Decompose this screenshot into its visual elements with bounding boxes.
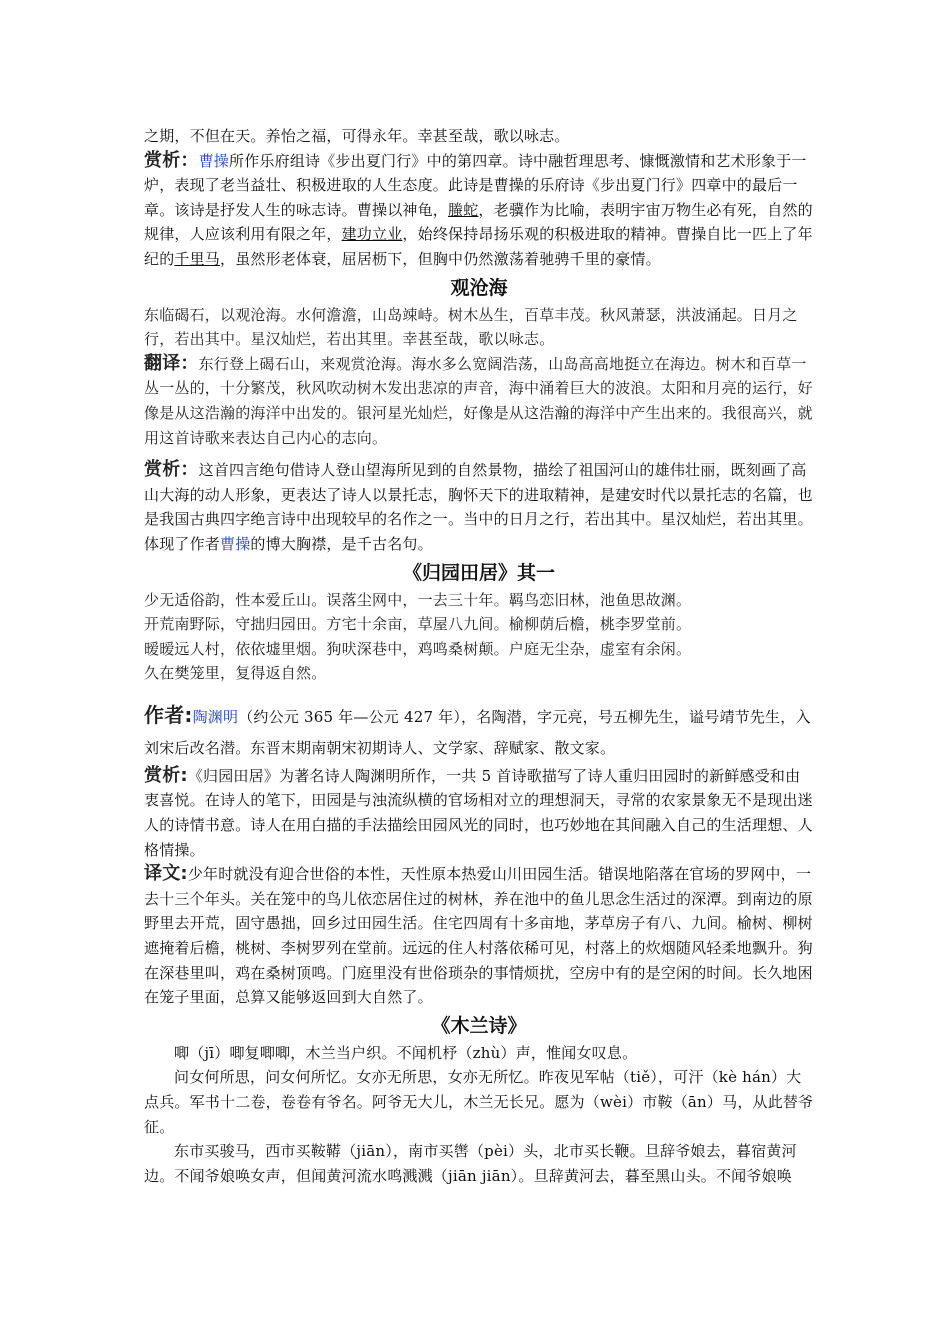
poem-paragraph: 东市买骏马，西市买鞍鞯（jiān），南市买辔（pèi）头，北市买长鞭。旦辞爷娘去，暮宿黄河边。不闻爷娘唤女声，但闻黄河流水鸣溅溅（jiān jiān）。旦辞黄河去，暮至黑山头。不闻爷娘唤 (144, 1142, 797, 1185)
author-paragraph: 作者:陶渊明（约公元 365 年—公元 427 年），名陶潜，字元亮，号五柳先生，谥号靖节先生，入刘宋后改名潜。东晋末期南朝宋初期诗人、文学家、辞赋家、散文家。 (144, 702, 811, 757)
appreciation-label: 赏析： (144, 459, 199, 481)
section-title-guan-cang-hai: 观沧海 (450, 276, 508, 299)
poem-line: 暧暧远人村，依依墟里烟。狗吠深巷中，鸡鸣桑树颠。户庭无尘杂，虚室有余闲。 (144, 639, 692, 658)
poem-line: 久在樊笼里，复得返自然。 (144, 664, 327, 683)
translation-label: 翻译： (144, 352, 199, 374)
poem-line: 少无适俗韵，性本爱丘山。误落尘网中，一去三十年。羁鸟恋旧林，池鱼思故渊。 (144, 590, 692, 609)
underlined-term: 千里马 (174, 249, 221, 268)
author-label: 作者: (144, 702, 193, 727)
appreciation-label: 赏析: (144, 764, 188, 786)
translation-paragraph-1: 翻译：东行登上碣石山，来观赏沧海。海水多么宽阔浩荡，山岛高高地挺立在海边。树木和百草一丛一丛的，十分繁茂，秋风吹动树木发出悲凉的声音，海中涌着巨大的波浪。太阳和月亮的运行，好像是从这浩瀚的海洋中出发的。银河星光灿烂，好像是从这浩瀚的海洋中产生出来的。我很高兴，就用这首诗歌来表达自己内心的志向。 (144, 352, 813, 447)
poem-guan-cang-hai: 东临碣石，以观沧海。水何澹澹，山岛竦峙。树木丛生，百草丰茂。秋风萧瑟，洪波涌起。日月之行，若出其中。星汉灿烂，若出其里。幸甚至哉，歌以咏志。 (144, 305, 798, 349)
appreciation-paragraph-2: 赏析：这首四言绝句借诗人登山望海所见到的自然景物，描绘了祖国河山的雄伟壮丽，既刻画了高山大海的动人形象，更表达了诗人以景托志，胸怀天下的进取精神，是建安时代以景托志的名篇，也是我国古典四字绝言诗中出现较早的名作之一。当中的日月之行，若出其中。星汉灿烂，若出其里。体现了作者曹操的博大胸襟，是千古名句。 (144, 459, 813, 553)
poem-paragraph: 唧（jī）唧复唧唧，木兰当户织。不闻机杼（zhù）声，惟闻女叹息。 (174, 1043, 638, 1062)
underlined-term: 螣蛇 (448, 200, 479, 219)
author-link-cao-cao[interactable]: 曹操 (220, 534, 251, 553)
poem-tail-line: 之期，不但在天。养怡之福，可得永年。幸甚至哉，歌以咏志。 (144, 127, 570, 145)
section-title-mulan-shi: 《木兰诗》 (431, 1014, 527, 1037)
poem-line: 开荒南野际，守拙归园田。方宅十余亩，草屋八九间。榆柳荫后檐，桃李罗堂前。 (144, 615, 692, 634)
translation-label: 译文: (144, 863, 188, 885)
author-link-cao-cao[interactable]: 曹操 (198, 151, 230, 170)
appreciation-label: 赏析： (144, 149, 199, 171)
poem-paragraph: 问女何所思，问女何所忆。女亦无所思，女亦无所忆。昨夜见军帖（tiě），可汗（kè hán）大点兵。军书十二卷，卷卷有爷名。阿爷无大儿，木兰无长兄。愿为（wèi）市鞍（ān）马，从此替爷征。 (144, 1068, 814, 1136)
document-page (144, 124, 814, 1188)
section-title-gui-yuan-tian-ju: 《归园田居》其一 (402, 561, 555, 584)
author-link-tao-yuanming[interactable]: 陶渊明 (192, 707, 239, 726)
underlined-term: 建功立业 (341, 225, 403, 244)
appreciation-paragraph-1: 赏析：曹操所作乐府组诗《步出夏门行》中的第四章。诗中融哲理思考、慷慨激情和艺术形象于一炉，表现了老当益壮、积极进取的人生态度。此诗是曹操的乐府诗《步出夏门行》四章中的最后一章。该诗是抒发人生的咏志诗。曹操以神龟，螣蛇，老骥作为比喻，表明宇宙万物生必有死，自然的规律，人应该利用有限之年，建功立业，始终保持昂扬乐观的积极进取的精神。曹操自比一匹上了年纪的千里马，虽然形老体衰，屈居枥下，但胸中仍然激荡着驰骋千里的豪情。 (144, 149, 813, 268)
appreciation-paragraph-3: 赏析:《归园田居》为著名诗人陶渊明所作，一共 5 首诗歌描写了诗人重归田园时的新鲜感受和由衷喜悦。在诗人的笔下，田园是与浊流纵横的官场相对立的理想洞天，寻常的农家景象无不是现出迷人的诗情书意。诗人在用白描的手法描绘田园风光的同时，也巧妙地在其间融入自己的生活理想、人格情操。 (144, 764, 813, 859)
translation-paragraph-2: 译文:少年时就没有迎合世俗的本性，天性原本热爱山川田园生活。错误地陷落在官场的罗网中，一去十三个年头。关在笼中的鸟儿依恋居住过的树林，养在池中的鱼儿思念生活过的深潭。到南边的原野里去开荒，固守愚拙，回乡过田园生活。住宅四周有十多亩地，茅草房子有八、九间。榆树、柳树遮掩着后檐，桃树、李树罗列在堂前。远远的住人村落依稀可见，村落上的炊烟随风轻柔地飘升。狗在深巷里叫，鸡在桑树顶鸣。门庭里没有世俗琐杂的事情烦扰，空房中有的是空闲的时间。长久地困在笼子里面，总算又能够返回到大自然了。 (144, 863, 813, 1007)
